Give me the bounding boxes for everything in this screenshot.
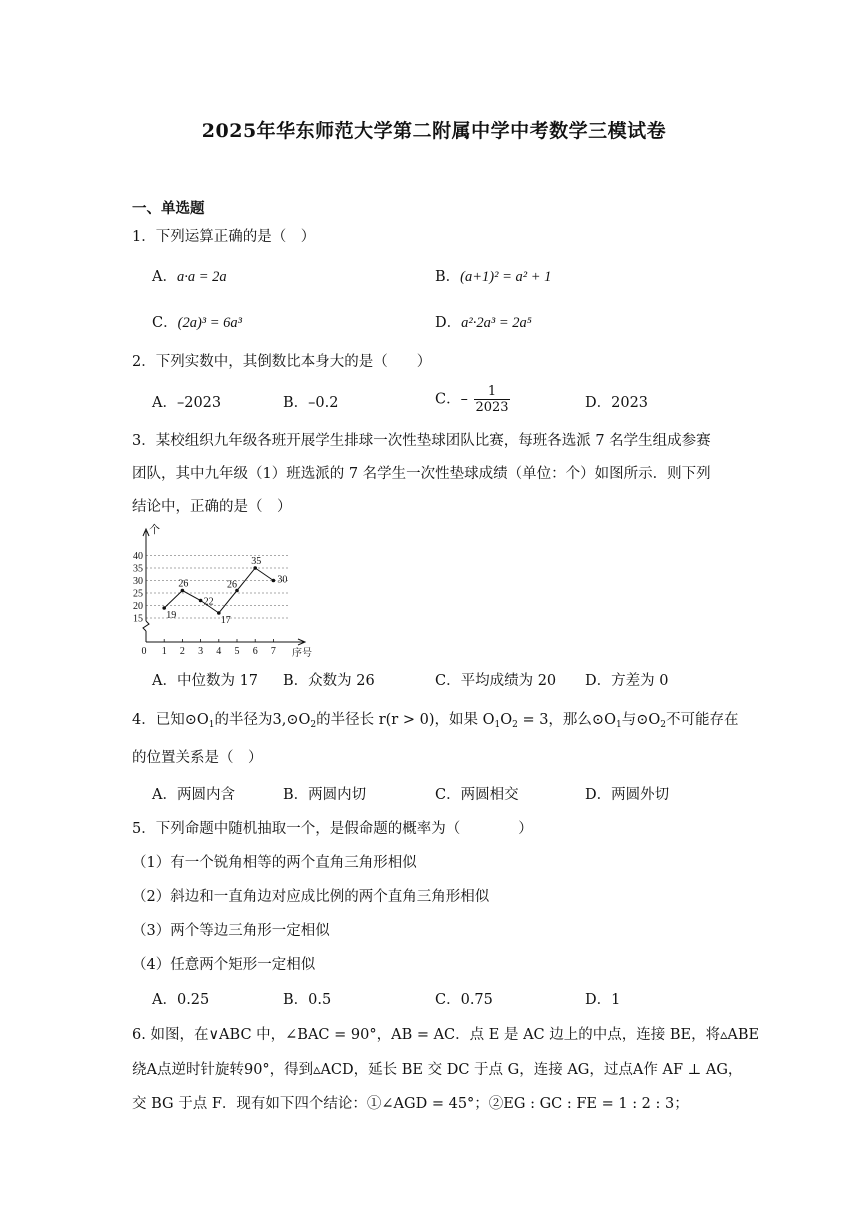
question-1-option-b: [435, 267, 551, 287]
y-axis-label: 个: [149, 524, 160, 536]
x-tick-label: 7: [270, 646, 276, 657]
option-expression: (a+1)² = a² + 1: [460, 269, 552, 285]
y-tick-label: 35: [133, 563, 143, 575]
question-2-option-d: D．2023: [585, 395, 649, 411]
option-label: B．: [435, 269, 461, 285]
question-4-line-1: [132, 710, 739, 730]
question-1-stem: 1．下列运算正确的是（ ）: [132, 229, 316, 245]
line-chart: [126, 523, 326, 663]
text-run: 4．已知⊙O: [132, 712, 209, 728]
subscript: 1: [494, 720, 501, 730]
question-6-line-2: 绕A点逆时针旋转90°，得到▵ACD，延长 BE 交 DC 于点 G，连接 AG，过点A作 AF ⊥ AG，: [132, 1062, 743, 1078]
x-tick-label: 3: [198, 646, 204, 657]
question-2-stem: 2．下列实数中，其倒数比本身大的是（ ）: [132, 354, 432, 370]
question-3-option-a: A．中位数为 17: [152, 673, 259, 689]
data-point: [272, 579, 276, 583]
page-title: 2025年华东师范大学第二附属中学中考数学三模试卷: [201, 120, 667, 142]
data-label: 30: [277, 574, 288, 586]
x-tick-label: 6: [252, 646, 258, 657]
subscript: 2: [310, 720, 317, 730]
option-expression: a·a = 2a: [176, 269, 227, 285]
question-4-option-a: A．两圆内含: [152, 787, 235, 803]
subscript: 2: [660, 720, 666, 730]
question-5-item-4: （4）任意两个矩形一定相似: [132, 957, 316, 973]
question-5-stem: 5．下列命题中随机抽取一个，是假命题的概率为（ ）: [132, 821, 533, 837]
question-3-option-b: B．众数为 26: [283, 673, 375, 689]
y-tick-label: 40: [133, 551, 143, 562]
option-label: C．–: [435, 391, 468, 408]
section-heading: 一、单选题: [132, 200, 205, 217]
x-tick-label: 0: [141, 646, 147, 657]
question-3-line-1: 3．某校组织九年级各班开展学生排球一次性垫球团队比赛，每班各选派 7 名学生组成参赛: [132, 433, 711, 449]
y-tick-label: 20: [133, 601, 143, 612]
question-3-line-2: 团队，其中九年级（1）班选派的 7 名学生一次性垫球成绩（单位：个）如图所示．则下列: [132, 466, 711, 482]
x-axis-label: 序号: [292, 648, 312, 659]
x-tick-label: 2: [179, 646, 185, 657]
question-5-option-c: C．0.75: [435, 992, 493, 1008]
y-tick-label: 15: [133, 613, 143, 625]
option-expression: (2a)³ = 6a³: [177, 315, 242, 331]
question-4-option-c: C．两圆相交: [435, 787, 519, 803]
text-run: 的半径长 r(r > 0)，如果 O: [316, 712, 495, 728]
data-label: 17: [220, 615, 231, 626]
text-run: 不可能存在: [666, 712, 739, 728]
question-4-option-b: B．两圆内切: [283, 787, 367, 803]
fraction-numerator: 1: [474, 384, 509, 400]
data-label: 26: [178, 578, 189, 590]
question-3-option-d: D．方差为 0: [585, 673, 669, 689]
question-2-option-c: [435, 384, 510, 415]
question-1-option-a: [152, 267, 227, 287]
option-label: D．: [435, 315, 462, 331]
option-label: A．: [152, 269, 177, 285]
question-4-option-d: D．两圆外切: [585, 787, 670, 803]
question-5-item-2: （2）斜边和一直角边对应成比例的两个直角三角形相似: [132, 889, 490, 905]
question-5-option-b: B．0.5: [283, 992, 332, 1008]
question-5-option-d: D．1: [585, 992, 621, 1008]
text-run: = 3，那么⊙O: [517, 712, 616, 728]
axis-break: [143, 621, 149, 631]
question-2-option-b: B．–0.2: [283, 395, 339, 411]
question-3-line-3: 结论中，正确的是（ ）: [132, 499, 292, 515]
data-label: 19: [166, 610, 177, 621]
y-tick-label: 30: [133, 576, 143, 587]
question-5-option-a: A．0.25: [152, 992, 210, 1008]
question-5-item-3: （3）两个等边三角形一定相似: [132, 923, 330, 939]
fraction: [474, 384, 509, 415]
data-point: [199, 599, 203, 603]
question-6-line-1: 6. 如图，在∨ABC 中，∠BAC = 90°，AB = AC．点 E 是 AC 边上的中点，连接 BE，将▵ABE: [132, 1027, 760, 1043]
subscript: 2: [512, 720, 518, 730]
option-expression: a²·2a³ = 2a⁵: [461, 315, 532, 331]
data-label: 22: [203, 596, 214, 608]
x-tick-label: 5: [234, 646, 240, 657]
question-2-option-a: A．–2023: [152, 395, 222, 411]
question-1-option-c: [152, 313, 242, 333]
text-run: 的半径为3,⊙O: [214, 712, 311, 728]
subscript: 1: [615, 720, 622, 730]
data-label: 35: [251, 556, 262, 567]
subscript: 1: [208, 720, 215, 730]
data-label: 26: [227, 579, 237, 591]
series-line: [164, 568, 273, 613]
question-1-option-d: [435, 313, 532, 333]
text-run: 与⊙O: [621, 712, 661, 728]
question-5-item-1: （1）有一个锐角相等的两个直角三角形相似: [132, 855, 417, 871]
y-tick-label: 25: [133, 588, 143, 600]
text-run: O: [500, 712, 513, 728]
x-tick-label: 4: [216, 646, 222, 657]
question-4-line-2: 的位置关系是（ ）: [132, 750, 263, 766]
question-3-option-c: C．平均成绩为 20: [435, 673, 557, 689]
x-tick-label: 1: [161, 646, 167, 657]
fraction-denominator: 2023: [475, 400, 509, 415]
question-6-line-3: 交 BG 于点 F．现有如下四个结论：①∠AGD = 45°；②EG : GC : FE = 1 : 2 : 3；: [132, 1096, 689, 1112]
option-label: C．: [152, 315, 178, 331]
